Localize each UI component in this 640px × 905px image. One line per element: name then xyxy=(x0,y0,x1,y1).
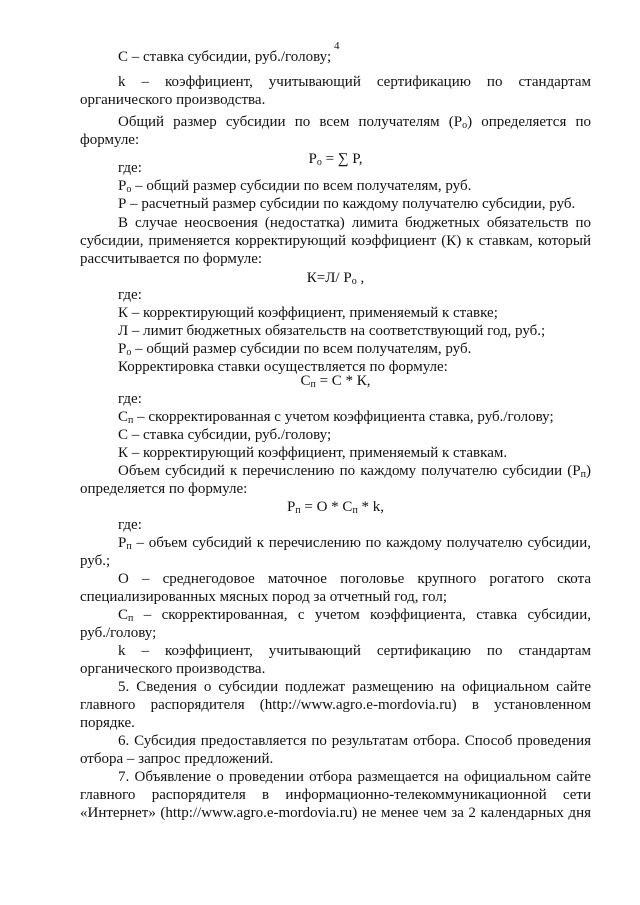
text-line: С – ставка субсидии, руб./голову; xyxy=(118,427,332,443)
text-line: $С_п$ – скорректированная с учетом коэффициента ставка, руб./голову; xyxy=(118,409,554,426)
text-line: В случае неосвоения (недостатка) лимита бюджетных обязательств по xyxy=(118,215,591,231)
text-line: субсидии, применяется корректирующий коэффициент (К) к ставкам, который xyxy=(80,233,591,249)
text-line: Р – расчетный размер субсидии по каждому получателю субсидии, руб. xyxy=(118,196,576,212)
text-line: $Р_о$ – общий размер субсидии по всем получателям, руб. xyxy=(118,178,472,195)
text-line: $С_п$ – скорректированная, с учетом коэффициента, ставка субсидии, xyxy=(118,607,591,624)
text-line: где: xyxy=(118,160,142,176)
formula: К=Л/ $Р_о$ , xyxy=(306,270,365,287)
formula: $С_п = С * К$, xyxy=(300,373,371,390)
page-number: 4 xyxy=(334,40,340,52)
text-line: К – корректирующий коэффициент, применяемый к ставке; xyxy=(118,305,498,321)
text-line: k – коэффициент, учитывающий сертификацию по стандартам xyxy=(118,643,591,659)
text-line: формуле: xyxy=(80,132,140,148)
text-line: отбора – запрос предложений. xyxy=(80,751,274,767)
text-line: специализированных мясных пород за отчетный год, гол; xyxy=(80,589,448,605)
formula: $Р_о$ = ∑ Р, xyxy=(308,151,363,168)
text-line: «Интернет» (http://www.agro.e-mordovia.ru) не менее чем за 2 календарных дня xyxy=(80,805,591,821)
text-line: С – ставка субсидии, руб./голову; xyxy=(118,49,332,65)
text-line: главного распорядителя (http://www.agro.e-mordovia.ru) в установленном xyxy=(80,697,591,713)
text-line: $Р_о$ – общий размер субсидии по всем получателям, руб. xyxy=(118,341,472,358)
text-line: где: xyxy=(118,517,142,533)
text-line: Объем субсидий к перечислению по каждому получателю субсидии $(Р_п)$ xyxy=(118,463,591,480)
text-line: главного распорядителя в информационно-телекоммуникационной сети xyxy=(80,787,591,803)
text-line: где: xyxy=(118,287,142,303)
text-line: К – корректирующий коэффициент, применяемый к ставкам. xyxy=(118,445,508,461)
text-line: 5. Сведения о субсидии подлежат размещению на официальном сайте xyxy=(118,679,591,695)
text-line: где: xyxy=(118,391,142,407)
text-line: Л – лимит бюджетных обязательств на соответствующий год, руб.; xyxy=(118,323,546,339)
text-line: рассчитывается по формуле: xyxy=(80,251,263,267)
text-line: Корректировка ставки осуществляется по формуле: xyxy=(118,359,448,375)
text-line: О – среднегодовое маточное поголовье крупного рогатого скота xyxy=(118,571,591,587)
text-line: $Р_п$ – объем субсидий к перечислению по каждому получателю субсидии, xyxy=(118,535,591,552)
text-line: 6. Субсидия предоставляется по результатам отбора. Способ проведения xyxy=(118,733,591,749)
text-line: Общий размер субсидии по всем получателям $(Р_о)$ определяется по xyxy=(118,114,591,131)
text-line: руб.; xyxy=(80,553,111,569)
formula: $Р_п = О * С_п * k$, xyxy=(286,499,385,516)
text-line: порядке. xyxy=(80,715,135,731)
text-line: определяется по формуле: xyxy=(80,481,248,497)
text-line: k – коэффициент, учитывающий сертификацию по стандартам xyxy=(118,74,591,90)
text-line: 7. Объявление о проведении отбора размещается на официальном сайте xyxy=(118,769,591,785)
text-line: руб./голову; xyxy=(80,625,157,641)
text-line: органического производства. xyxy=(80,92,266,108)
text-line: органического производства. xyxy=(80,661,266,677)
